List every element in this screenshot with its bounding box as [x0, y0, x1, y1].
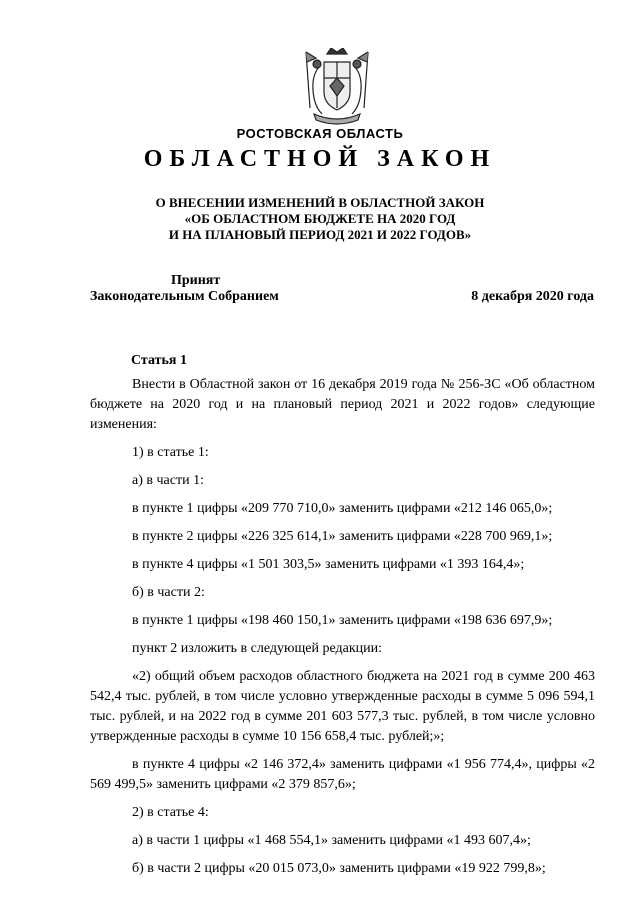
- adopted-label: Принят: [171, 273, 221, 288]
- paragraph: пункт 2 изложить в следующей редакции:: [132, 641, 382, 656]
- document-type: ОБЛАСТНОЙ ЗАКОН: [143, 146, 497, 172]
- paragraph: а) в части 1 цифры «1 468 554,1» заменить цифрами «1 493 607,4»;: [132, 833, 531, 848]
- title-line: «ОБ ОБЛАСТНОМ БЮДЖЕТЕ НА 2020 ГОД: [184, 211, 456, 226]
- adopting-body: Законодательным Собранием: [90, 289, 279, 304]
- paragraph: в пункте 1 цифры «198 460 150,1» заменить цифрами «198 636 697,9»;: [132, 613, 553, 628]
- article-body: [90, 375, 595, 879]
- adoption-date: 8 декабря 2020 года: [471, 289, 594, 304]
- paragraph: б) в части 2 цифры «20 015 073,0» заменить цифрами «19 922 799,8»;: [132, 861, 546, 876]
- paragraph: в пункте 1 цифры «209 770 710,0» заменить цифрами «212 146 065,0»;: [132, 501, 553, 516]
- title-line: И НА ПЛАНОВЫЙ ПЕРИОД 2021 И 2022 ГОДОВ»: [168, 227, 472, 242]
- title-line: О ВНЕСЕНИИ ИЗМЕНЕНИЙ В ОБЛАСТНОЙ ЗАКОН: [155, 195, 485, 210]
- coat-of-arms-icon: [300, 48, 374, 128]
- document-title: [0, 195, 640, 243]
- paragraph: в пункте 2 цифры «226 325 614,1» заменить цифрами «228 700 969,1»;: [132, 529, 553, 544]
- paragraph: в пункте 4 цифры «1 501 303,5» заменить цифрами «1 393 164,4»;: [132, 557, 525, 572]
- paragraph: б) в части 2:: [132, 585, 205, 600]
- paragraph: Внести в Областной закон от 16 декабря 2019 года № 256-ЗС «Об областном бюджете на 2020 год и на плановый период 2021 и 2022 годов» следующие изменения:: [90, 377, 595, 432]
- region-name: РОСТОВСКАЯ ОБЛАСТЬ: [236, 126, 404, 141]
- paragraph: 2) в статье 4:: [132, 805, 209, 820]
- article-heading: Статья 1: [131, 353, 187, 368]
- paragraph: «2) общий объем расходов областного бюджета на 2021 год в сумме 200 463 542,4 тыс. рублей, в том числе условно утвержденные расходы в сумме 5 096 594,1 тыс. рублей, и на 2022 год в сумме 201 603 577,3 тыс. рублей, в том числе условно утвержденные расходы в сумме 10 156 658,4 тыс. рублей;»;: [90, 669, 595, 744]
- paragraph: в пункте 4 цифры «2 146 372,4» заменить цифрами «1 956 774,4», цифры «2 569 499,5» заменить цифрами «2 379 857,6»;: [90, 757, 595, 792]
- paragraph: а) в части 1:: [132, 473, 204, 488]
- paragraph: 1) в статье 1:: [132, 445, 209, 460]
